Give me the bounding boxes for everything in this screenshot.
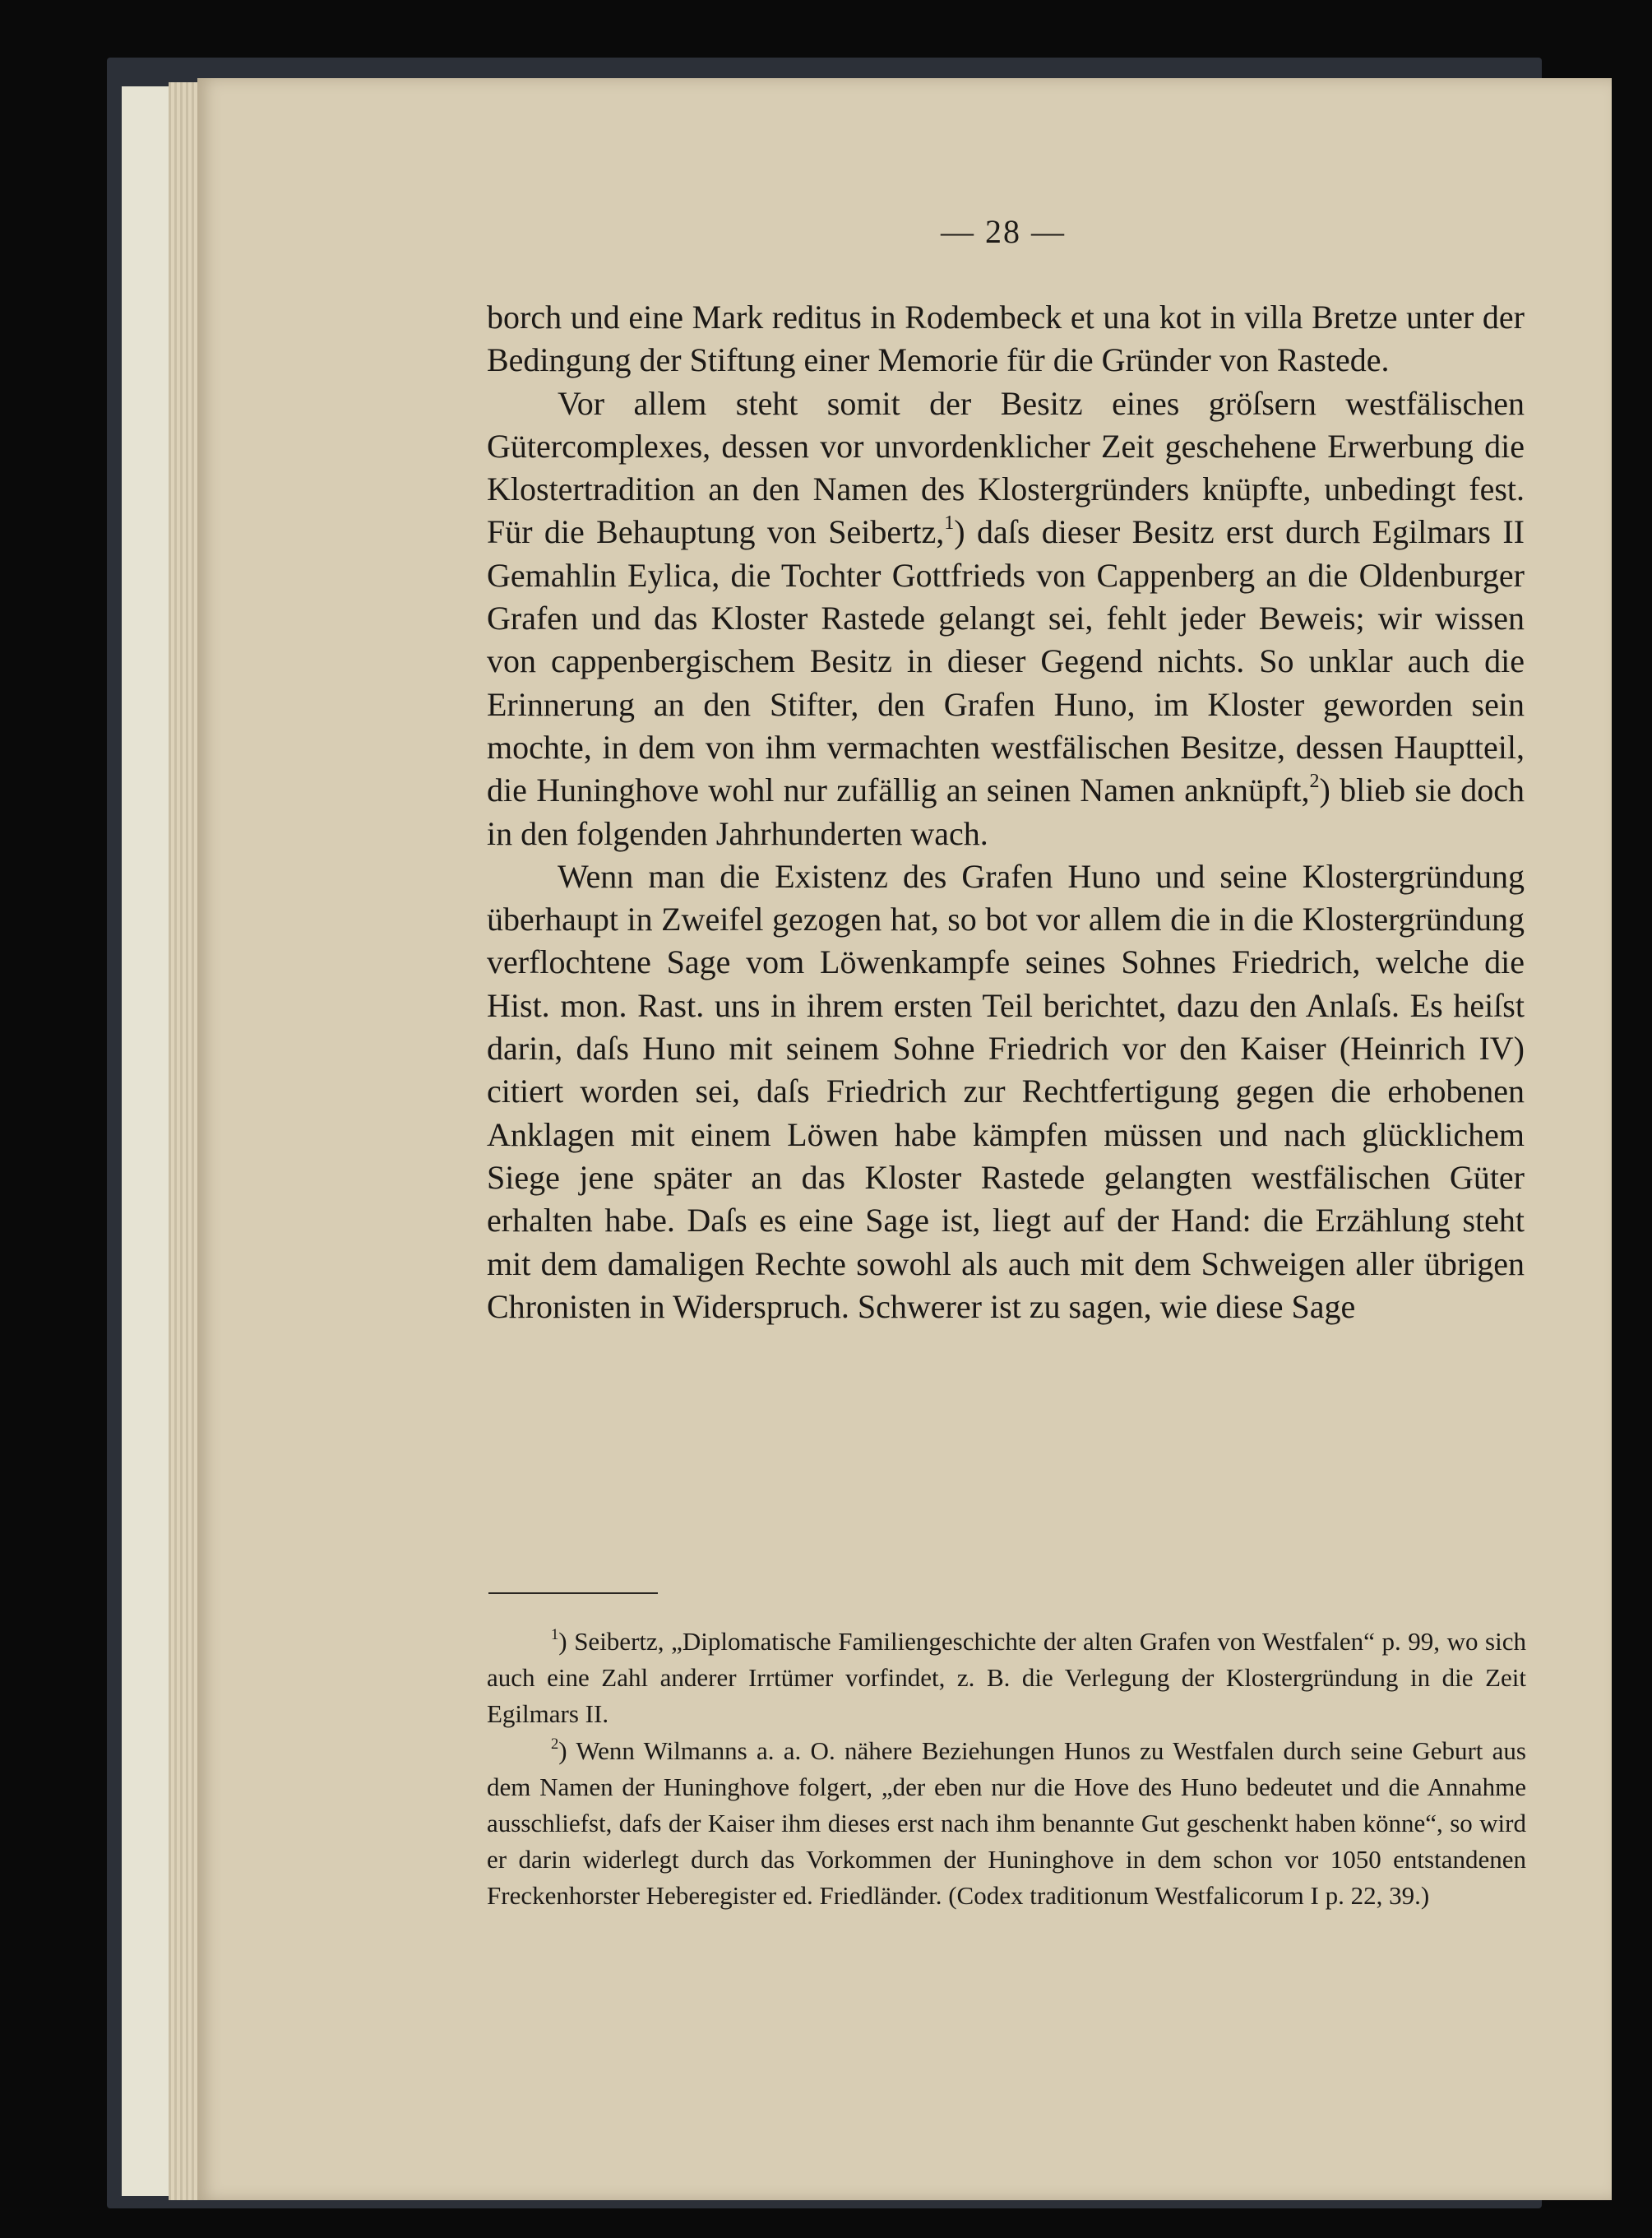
footnote-1	[487, 1624, 1526, 1733]
footnote-2	[487, 1733, 1526, 1915]
footnote-ref-1: 1	[944, 512, 955, 535]
footnote-2-mark: 2	[551, 1735, 559, 1753]
footnote-1-text: ) Seibertz, „Diplomatische Familiengeschichte der alten Grafen von Westfalen“ p. 99, wo sich auch eine Zahl anderer Irrtümer vorfindet, z. B. die Verlegung der Klostergründung in die Zeit Egilmars II.	[487, 1627, 1526, 1729]
footnote-1-mark: 1	[551, 1625, 559, 1643]
paragraph-2-part-a: Vor allem steht somit der Besitz eines gröſsern westfälischen Gütercomplexes, dessen vor unvordenklicher Zeit geschehene Erwerbung die Klostertradition an den Namen des Klostergründers knüpfte, unbedingt fest. Für die Behauptung von Seibertz,	[487, 384, 1525, 551]
paragraph-1: borch und eine Mark reditus in Rodembeck et una kot in villa Bretze unter der Bedingung der Stiftung einer Memorie für die Gründer von Rastede.	[487, 299, 1525, 379]
footnote-divider	[488, 1592, 658, 1594]
paragraph-3: Wenn man die Existenz des Grafen Huno und seine Klostergründung überhaupt in Zweifel gezogen hat, so bot vor allem die in die Klostergründung verflochtene Sage vom Löwenkampfe seines Sohnes Friedrich, welche die Hist. mon. Rast. uns in ihrem ersten Teil berichtet, dazu den Anlaſs. Es heiſst darin, daſs Huno mit seinem Sohne Friedrich vor den Kaiser (Heinrich IV) citiert worden sei, daſs Friedrich zur Rechtfertigung gegen die erhobenen Anklagen mit einem Löwen habe kämpfen müssen und nach glücklichem Siege jene später an das Kloster Rastede gelangten westfälischen Güter erhalten habe. Daſs es eine Sage ist, liegt auf der Hand: die Erzählung steht mit dem damaligen Rechte sowohl als auch mit dem Schweigen aller übrigen Chronisten in Widerspruch. Schwerer ist zu sagen, wie diese Sage	[487, 857, 1525, 1325]
footnote-2-text: ) Wenn Wilmanns a. a. O. nähere Beziehungen Hunos zu Westfalen durch seine Geburt aus dem Namen der Huninghove folgert, „der eben nur die Hove des Huno bedeutet und die Annahme ausschliefst, dafs der Kaiser ihm dieses erst nach ihm benannte Gut geschenkt haben könne“, so wird er darin widerlegt durch das Vorkommen der Huninghove in dem schon vor 1050 entstandenen Freckenhorster Heberegister ed. Friedländer. (Codex traditionum Westfalicorum I p. 22, 39.)	[487, 1735, 1526, 1911]
footnote-ref-2: 2	[1309, 771, 1320, 793]
paragraph-2-part-c: ) blieb sie doch in den folgenden Jahrhunderten wach.	[487, 771, 1525, 852]
page-number: — 28 —	[941, 213, 1066, 250]
footnotes	[487, 1624, 1526, 1915]
paragraph-2	[487, 382, 1525, 855]
paragraph-2-part-b: ) daſs dieser Besitz erst durch Egilmars II Gemahlin Eylica, die Tochter Gottfrieds von Cappenberg an die Oldenburger Grafen und das Kloster Rastede gelangt sei, fehlt jeder Beweis; wir wissen von cappenbergischem Besitz in dieser Gegend nichts. So unklar auch die Erinnerung an den Stifter, den Grafen Huno, im Kloster geworden sein mochte, in dem von ihm vermachten westfälischen Besitze, dessen Hauptteil, die Huninghove wohl nur zufällig an seinen Namen anknüpft,	[487, 513, 1525, 809]
main-text	[487, 296, 1525, 1328]
